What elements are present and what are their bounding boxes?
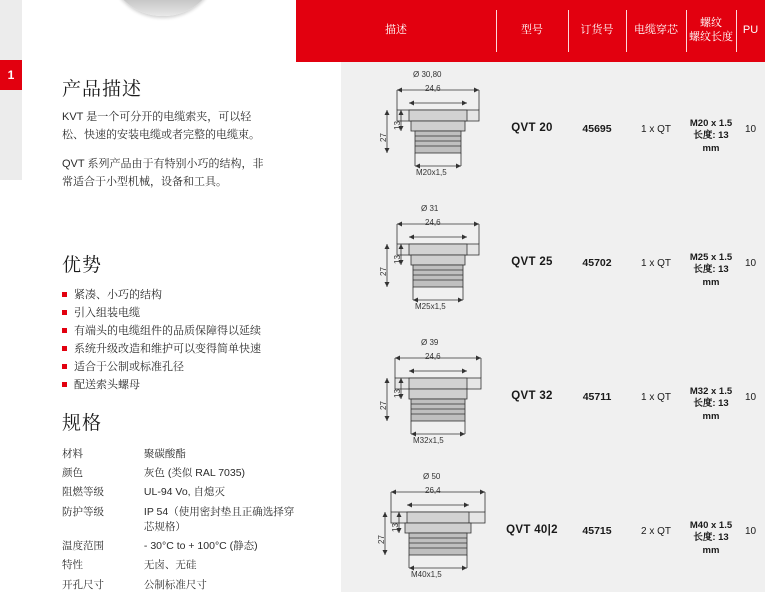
spec-value: 无卤、无硅	[143, 559, 197, 572]
dimension-thread-label: M25x1,5	[415, 302, 446, 311]
cell-thread	[686, 520, 736, 557]
dimension-width: 24,6	[425, 84, 441, 93]
cell-model: QVT 20	[511, 122, 553, 134]
list-item	[62, 377, 277, 394]
dimension-thread-label: M40x1,5	[411, 570, 442, 579]
specifications-table	[62, 446, 296, 596]
dimension-height-inner: 13	[393, 255, 402, 264]
spec-value: UL-94 Vo, 自熄灭	[143, 486, 226, 499]
spec-key: 阻燃等级	[62, 486, 104, 499]
list-item	[62, 305, 277, 322]
dimension-width: 24,6	[425, 352, 441, 361]
cell-thread-size: M20 x 1.5	[689, 118, 733, 129]
table-row	[62, 446, 296, 465]
cell-model: QVT 40|2	[506, 524, 558, 536]
product-table	[296, 0, 765, 592]
cell-thread	[686, 386, 736, 423]
table-row	[62, 504, 296, 538]
column-header-description: 描述	[385, 24, 407, 37]
cell-thread-length: 长度: 13 mm	[693, 130, 729, 154]
dimension-height-inner: 13	[391, 523, 400, 532]
column-header-order-number: 订货号	[580, 24, 614, 37]
spec-value: 聚碳酸酯	[143, 448, 186, 460]
dimension-diameter: Ø 31	[421, 204, 439, 213]
cell-thread-length: 长度: 13 mm	[693, 264, 729, 288]
table-row	[62, 557, 296, 576]
page-number-tab: 1	[0, 60, 22, 90]
column-header-thread-line1: 螺纹	[700, 17, 722, 30]
cell-thread-length: 长度: 13 mm	[693, 398, 729, 422]
cell-thread	[686, 118, 736, 155]
cell-thread-length: 长度: 13 mm	[693, 532, 729, 556]
dimension-height-inner: 13	[393, 389, 402, 398]
cell-order-number: 45715	[582, 525, 612, 537]
spec-value: IP 54（使用密封垫且正确选择穿芯规格）	[143, 505, 295, 533]
product-description-paragraph-2: QVT 系列产品由于有特别小巧的结构，非常适合于小型机械，设备和工具。	[62, 158, 264, 189]
dimension-height-left: 27	[379, 401, 388, 410]
dimension-height-left: 27	[379, 267, 388, 276]
advantage-label: 引入组装电缆	[74, 307, 140, 320]
left-grey-band	[0, 0, 22, 180]
bullet-square-icon	[62, 382, 67, 387]
spec-value: 灰色 (类似 RAL 7035)	[143, 467, 246, 480]
column-header-thread-line2: 螺纹长度	[689, 31, 733, 43]
left-column	[0, 0, 296, 592]
dimension-height-left: 27	[377, 535, 386, 544]
list-item	[62, 359, 277, 376]
dimension-thread-label: M20x1,5	[416, 168, 447, 177]
bullet-square-icon	[62, 346, 67, 351]
spec-value: - 30°C to + 100°C (静态)	[143, 540, 258, 553]
cell-pu: 10	[744, 392, 757, 403]
cell-pu: 10	[744, 526, 757, 537]
dimension-thread-label: M32x1,5	[413, 436, 444, 445]
dimension-diameter: Ø 30,80	[413, 70, 442, 79]
advantage-label: 紧凑、小巧的结构	[74, 289, 162, 301]
list-item	[62, 341, 277, 358]
column-header-model: 型号	[521, 24, 543, 37]
list-item	[62, 287, 277, 304]
cell-model: QVT 25	[511, 256, 553, 268]
table-row	[296, 62, 765, 196]
spec-key: 材料	[62, 448, 83, 460]
bullet-square-icon	[62, 292, 67, 297]
advantage-label: 适合于公制或标准孔径	[74, 361, 184, 374]
cell-model: QVT 32	[511, 390, 553, 402]
dimension-diameter: Ø 39	[421, 338, 439, 347]
specifications-title: 规格	[62, 413, 103, 434]
bullet-square-icon	[62, 364, 67, 369]
table-row	[62, 577, 296, 596]
spec-key: 防护等级	[62, 505, 104, 518]
cell-thread	[686, 252, 736, 289]
table-row	[296, 196, 765, 330]
cell-cores: 1 x QT	[640, 392, 671, 403]
cell-thread-size: M25 x 1.5	[689, 252, 733, 263]
cell-cores: 1 x QT	[640, 124, 671, 135]
column-header-pu: PU	[742, 24, 759, 37]
spec-key: 开孔尺寸	[62, 578, 104, 591]
spec-key: 颜色	[62, 467, 83, 480]
dimension-width: 26,4	[425, 486, 441, 495]
advantage-label: 配送索头螺母	[74, 379, 140, 392]
cell-thread-size: M40 x 1.5	[689, 520, 733, 531]
cell-thread-size: M32 x 1.5	[689, 386, 733, 397]
table-header-row	[296, 0, 765, 62]
bullet-square-icon	[62, 328, 67, 333]
dimension-diameter: Ø 50	[423, 472, 441, 481]
cell-pu: 10	[744, 124, 757, 135]
dimension-width: 24,6	[425, 218, 441, 227]
spec-key: 温度范围	[62, 540, 104, 553]
table-row	[62, 538, 296, 557]
product-description-title: 产品描述	[62, 79, 143, 100]
cell-order-number: 45711	[582, 391, 612, 403]
table-body	[296, 62, 765, 592]
product-description-paragraph-1: KVT 是一个可分开的电缆索夹，可以轻松、快速的安装电缆或者完整的电缆束。	[62, 111, 260, 142]
advantages-list	[62, 287, 277, 395]
dimension-height-inner: 13	[393, 121, 402, 130]
column-header-cores: 电缆穿芯	[634, 24, 678, 37]
cell-pu: 10	[744, 258, 757, 269]
table-row	[62, 465, 296, 484]
table-row	[296, 330, 765, 464]
advantages-title: 优势	[62, 255, 103, 276]
dimension-height-left: 27	[379, 133, 388, 142]
advantage-label: 有端头的电缆组件的品质保障得以延续	[74, 325, 261, 338]
cell-cores: 2 x QT	[640, 526, 671, 537]
table-row	[62, 484, 296, 503]
cell-order-number: 45695	[582, 123, 612, 135]
cell-cores: 1 x QT	[640, 258, 671, 269]
product-photo	[108, 0, 218, 16]
table-row	[296, 464, 765, 592]
spec-value: 公制标准尺寸	[143, 578, 207, 591]
advantage-label: 系统升级改造和维护可以变得简单快速	[74, 343, 261, 356]
bullet-square-icon	[62, 310, 67, 315]
column-header-thread	[686, 0, 736, 62]
cell-order-number: 45702	[582, 257, 612, 269]
spec-key: 特性	[62, 559, 83, 572]
list-item	[62, 323, 277, 340]
